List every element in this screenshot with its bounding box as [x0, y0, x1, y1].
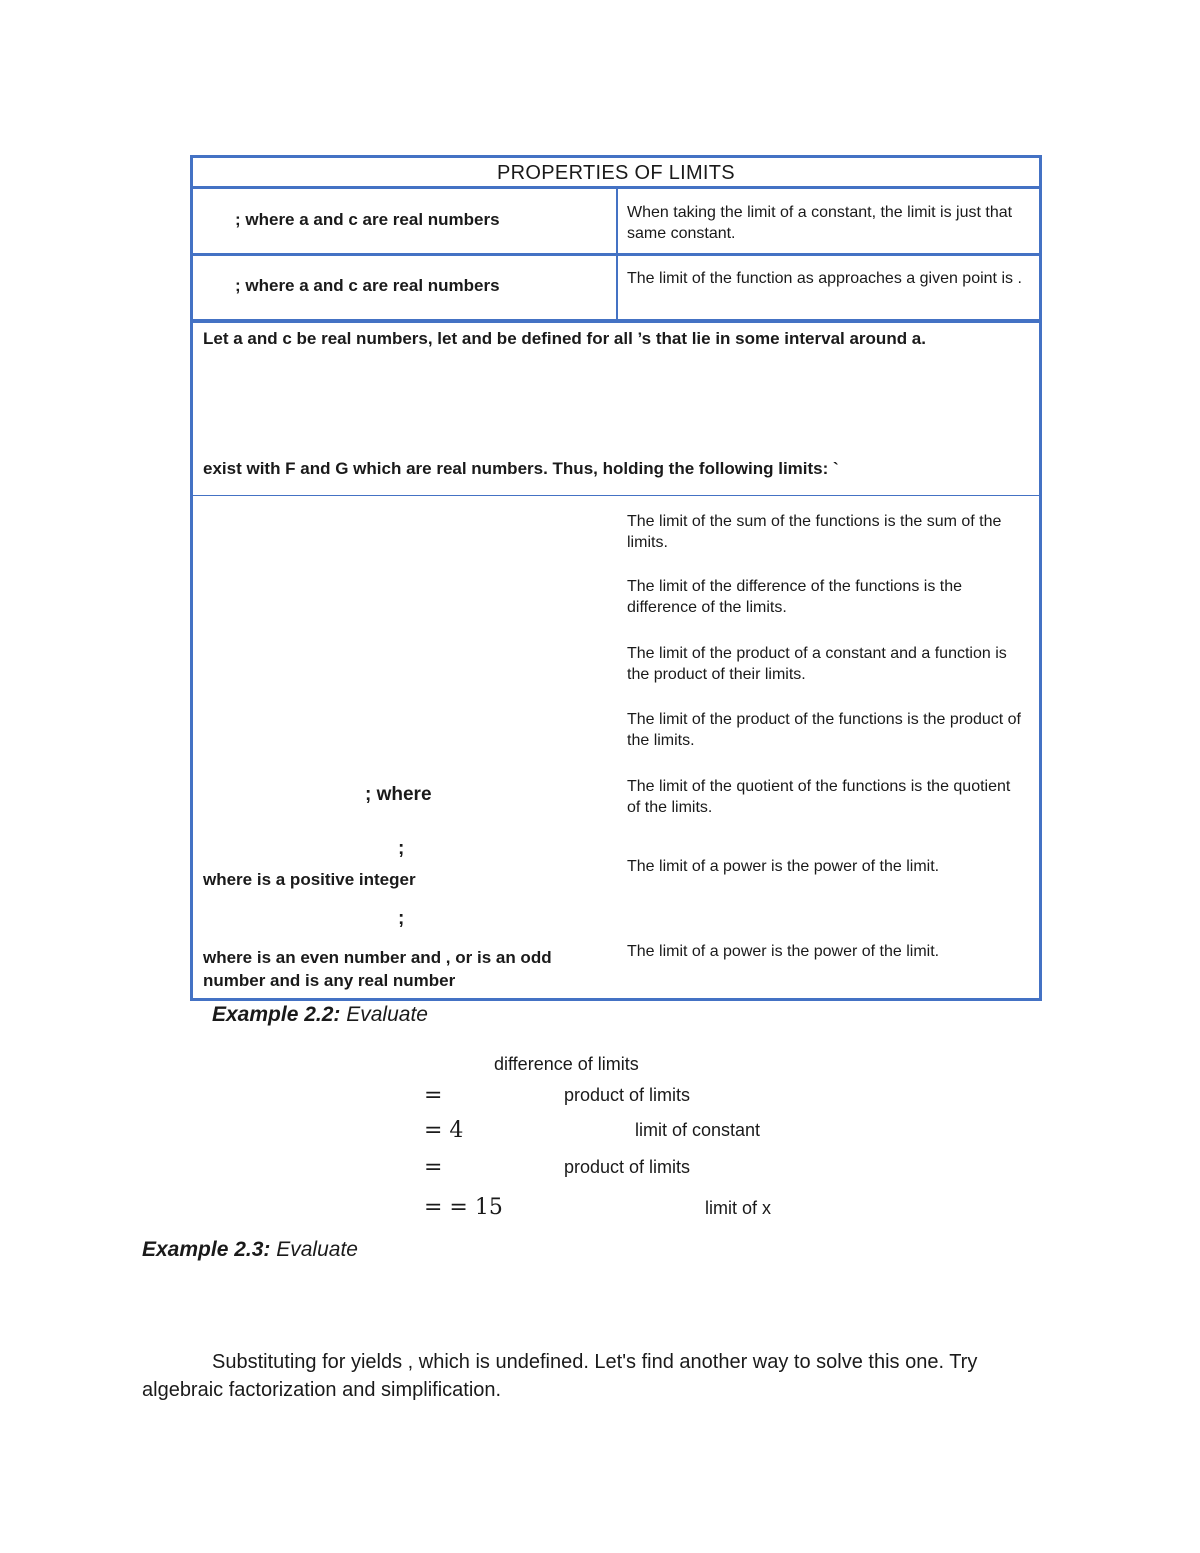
property-sum: The limit of the sum of the functions is the sum of the limits. — [627, 513, 1002, 551]
table-divider — [193, 495, 1039, 496]
step-3-equation: = 4 — [424, 1118, 464, 1143]
property-product: The limit of the product of the functions is the product of the limits. — [627, 711, 1021, 749]
example-2-3-label: Example 2.3: — [142, 1238, 271, 1261]
table-title: PROPERTIES OF LIMITS — [497, 162, 735, 184]
intro-text: Let a and c be real numbers, let and be defined for all ’s that lie in some interval around a. — [203, 329, 926, 348]
power2-semicolon: ; — [398, 908, 405, 929]
example-2-3-paragraph: Substituting for yields , which is undefined. Let's find another way to solve this one. Try algebraic factorization and simplification. — [142, 1351, 978, 1401]
step-2-note: product of limits — [564, 1085, 691, 1105]
row2-description: The limit of the function as approaches a given point is . — [627, 270, 1022, 287]
intro-continuation: exist with F and G which are real numbers. Thus, holding the following limits: ` — [203, 459, 839, 478]
property-power: The limit of a power is the power of the limit. — [627, 858, 940, 875]
power2-condition: where is an even number and , or is an odd number and is any real number — [203, 948, 552, 990]
example-2-3-evaluate: Evaluate — [276, 1238, 358, 1261]
row1-description: When taking the limit of a constant, the limit is just that same constant. — [627, 204, 1013, 242]
row2-left-text: ; where a and c are real numbers — [235, 276, 500, 295]
example-2-2-label: Example 2.2: — [212, 1003, 341, 1026]
property-quotient: The limit of the quotient of the functions is the quotient of the limits. — [627, 778, 1011, 816]
power1-condition: where is a positive integer — [203, 870, 416, 889]
step-1-note: difference of limits — [494, 1054, 639, 1074]
step-5-equation: = = 15 — [424, 1195, 503, 1220]
step-3-note: limit of constant — [635, 1120, 761, 1140]
step-5-note: limit of x — [705, 1198, 772, 1218]
property-difference: The limit of the difference of the functions is the difference of the limits. — [627, 578, 962, 616]
step-2-equation: = — [424, 1083, 443, 1108]
property-constant-product: The limit of the product of a constant and a function is the product of their limits. — [627, 645, 1007, 683]
properties-table — [190, 155, 1042, 1001]
table-column-divider — [616, 189, 618, 320]
step-4-note: product of limits — [564, 1157, 691, 1177]
quotient-where: ; where — [365, 784, 432, 805]
row1-left-text: ; where a and c are real numbers — [235, 210, 500, 229]
example-2-3-heading — [142, 1238, 358, 1262]
example-2-2-heading — [212, 1003, 428, 1027]
power1-semicolon: ; — [398, 838, 405, 859]
step-4-equation: = — [424, 1155, 443, 1180]
property-root: The limit of a power is the power of the limit. — [627, 943, 940, 960]
example-2-2-evaluate: Evaluate — [346, 1003, 428, 1026]
